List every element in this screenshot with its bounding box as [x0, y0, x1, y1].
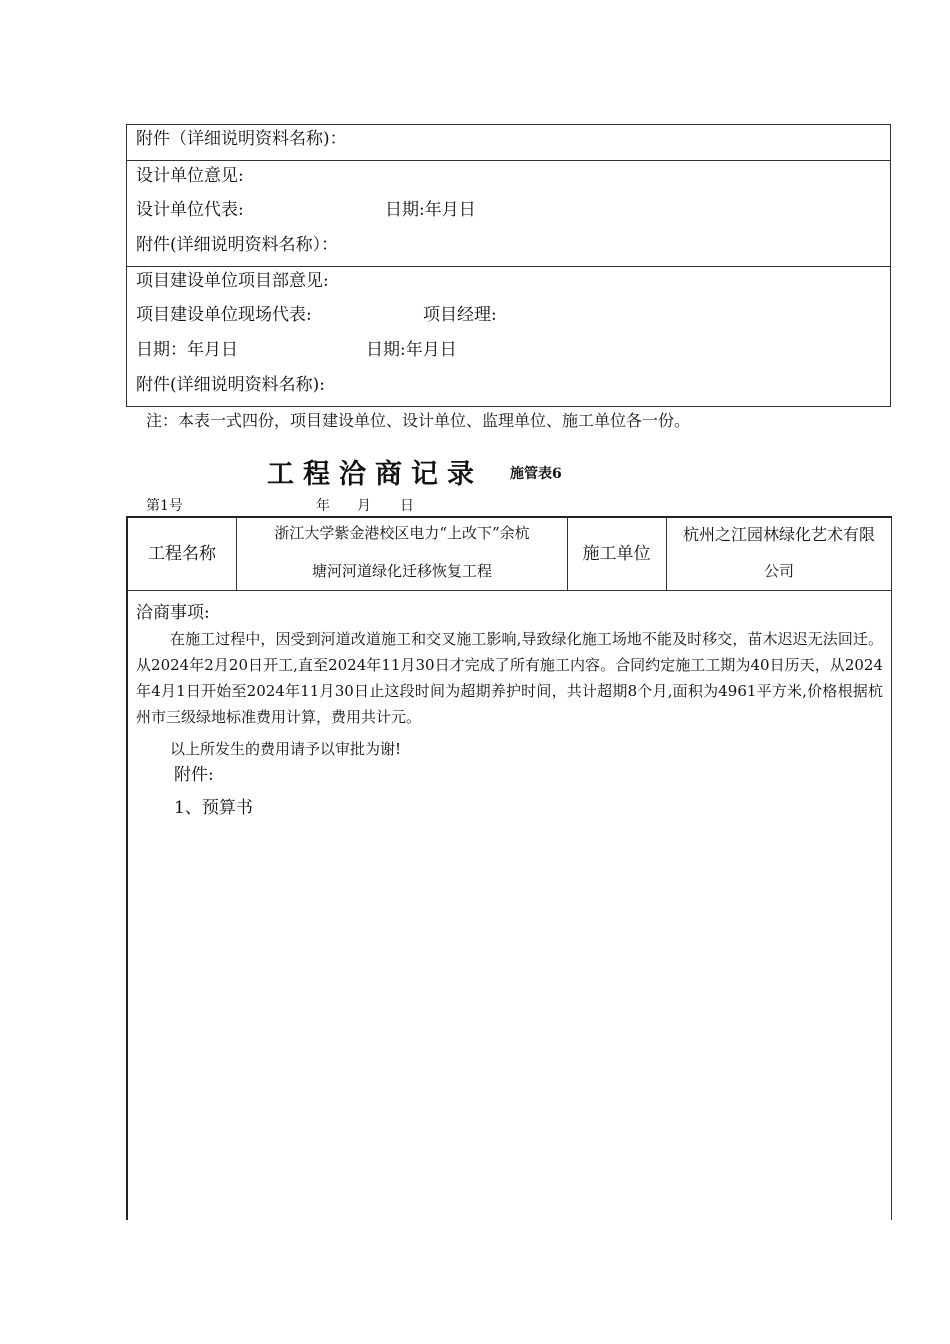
record-title: 工程洽商记录: [267, 459, 483, 490]
project-manager-label: 项目经理:: [423, 305, 497, 325]
design-rep-label: 设计单位代表:: [136, 200, 244, 220]
contractor-label: 施工单位: [582, 544, 651, 564]
project-name-line1: 浙江大学紫金港校区电力“上改下”余杭: [274, 524, 530, 542]
distribution-note: 注：本表一式四份，项目建设单位、设计单位、监理单位、施工单位各一份。: [146, 411, 691, 430]
design-opinion-label: 设计单位意见:: [136, 166, 244, 186]
matters-label: 洽商事项:: [136, 603, 210, 623]
project-name-label: 工程名称: [148, 544, 216, 564]
matters-paragraph: [136, 626, 883, 730]
owner-date-1: 日期：年月日: [136, 340, 238, 360]
owner-rep-label: 项目建设单位现场代表:: [136, 305, 312, 325]
matters-paragraph-text: 在施工过程中，因受到河道改道施工和交叉施工影响,导致绿化施工场地不能及时移交，苗木迟迟无法回迁。从2024年2月20日开工,直至2024年11月30日才完成了所有施工内容。合同约定施工工期为40日历天，从2024年4月1日开始至2024年11月30日止这段时间为超期养护时间，共计超期8个月,面积为4961平方米,价格根据杭州市三级绿地标准费用计算，费用共计元。: [136, 630, 883, 726]
owner-date-2: 日期:年月日: [366, 340, 457, 360]
record-table: [126, 516, 892, 1220]
attachment-label-1: 附件（详细说明资料名称)：: [136, 129, 347, 149]
attachment-label: 附件:: [174, 765, 214, 785]
design-date-label: 日期:年月日: [385, 200, 476, 220]
attachment-label-3: 附件(详细说明资料名称):: [136, 375, 325, 395]
project-name-line2: 塘河河道绿化迁移恢复工程: [311, 562, 492, 580]
record-number: 第1号: [146, 498, 183, 514]
attachment-item: 1、预算书: [174, 798, 253, 818]
record-day: 日: [400, 498, 414, 514]
attachment-label-2: 附件(详细说明资料名称）：: [136, 235, 339, 255]
approval-text: 以上所发生的费用请予以审批为谢!: [170, 740, 402, 758]
contractor-line2: 公司: [763, 562, 794, 580]
record-month: 月: [357, 498, 371, 514]
owner-opinion-label: 项目建设单位项目部意见:: [136, 271, 329, 291]
header-row-divider: [126, 590, 892, 591]
form-code: 施管表6: [510, 466, 562, 482]
record-year: 年: [316, 498, 330, 514]
contractor-line1: 杭州之江园林绿化艺术有限: [682, 525, 875, 544]
